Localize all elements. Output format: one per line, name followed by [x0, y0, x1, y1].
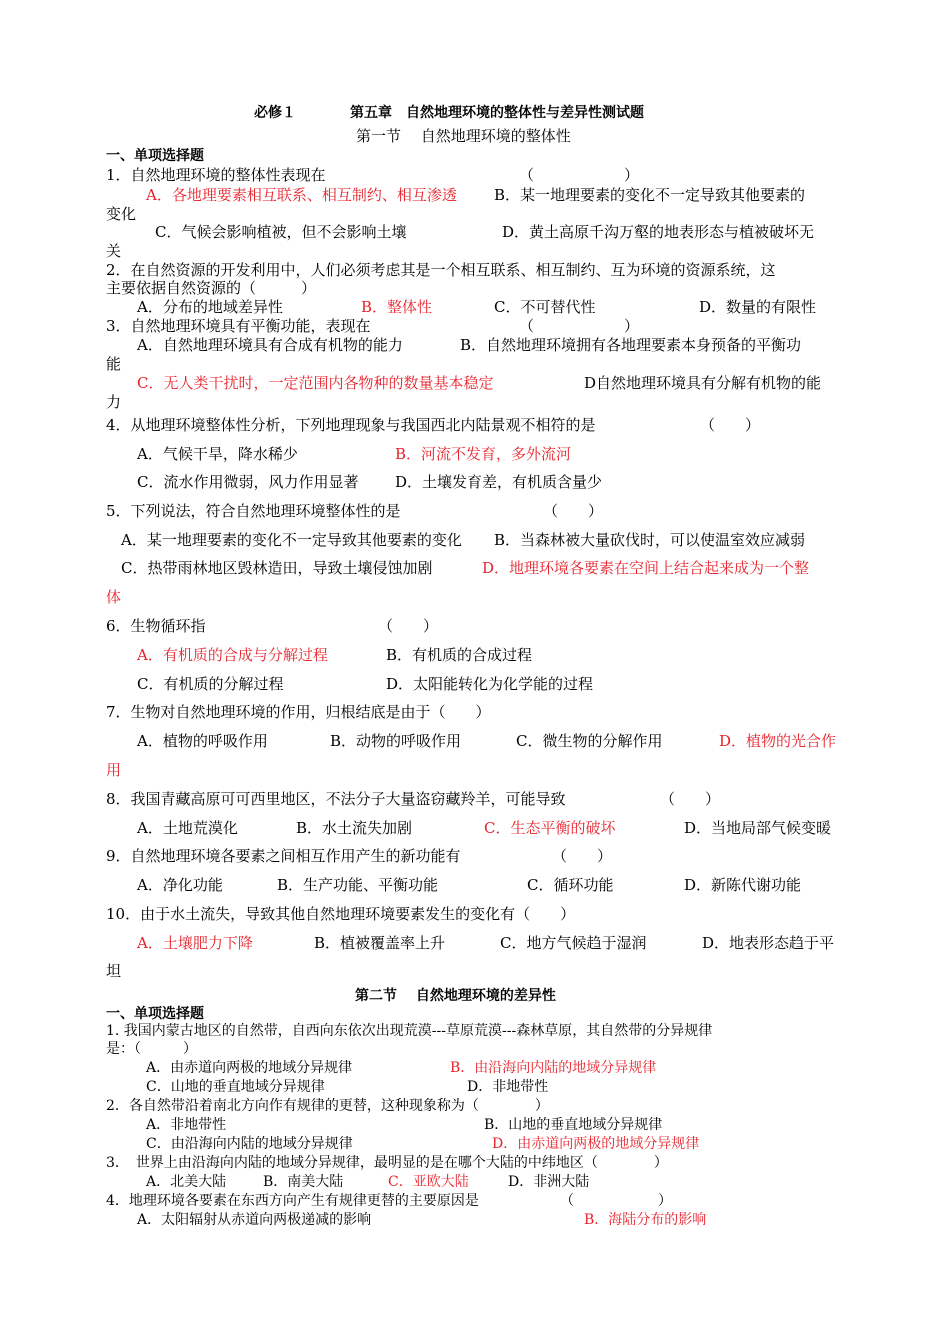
- s2-question-1-option-b: B．由沿海向内陆的地域分异规律: [450, 1060, 657, 1076]
- question-3-option-b: B．自然地理环境拥有各地理要素本身预备的平衡功: [460, 336, 802, 354]
- s2-question-3-stem: 3． 世界上由沿海向内陆的地域分异规律，最明显的是在哪个大陆的中纬地区（ ）: [106, 1155, 668, 1171]
- question-1-option-d: D．黄土高原千沟万壑的地表形态与植被破坏无: [502, 223, 815, 241]
- question-7-option-d-cont: 用: [106, 761, 122, 779]
- section-2-heading: 一、单项选择题: [106, 1006, 204, 1022]
- question-4-stem: 4．从地理环境整体性分析，下列地理现象与我国西北内陆景观不相符的是: [106, 416, 596, 434]
- s2-question-4-option-b: B．海陆分布的影响: [584, 1212, 707, 1228]
- question-5-paren: （ ）: [543, 502, 604, 520]
- question-1-paren: （ ）: [519, 166, 640, 184]
- question-10-option-a: A．土壤肥力下降: [137, 934, 253, 952]
- question-5-option-a: A．某一地理要素的变化不一定导致其他要素的变化: [121, 531, 462, 549]
- question-1-option-d-cont: 关: [106, 242, 122, 260]
- question-2-option-b: B．整体性: [361, 298, 433, 316]
- question-10-option-d-cont: 坦: [106, 962, 122, 980]
- question-8-option-b: B．水土流失加剧: [296, 819, 413, 837]
- question-9-stem: 9．自然地理环境各要素之间相互作用产生的新功能有: [106, 847, 461, 865]
- question-9-option-d: D．新陈代谢功能: [684, 876, 802, 894]
- question-9-option-c: C．循环功能: [527, 876, 614, 894]
- question-3-option-d-cont: 力: [106, 393, 122, 411]
- question-5-option-d-cont: 体: [106, 588, 122, 606]
- question-1-option-b-cont: 变化: [106, 205, 137, 223]
- question-4-paren: （ ）: [700, 416, 761, 434]
- section-1-title: 第一节 自然地理环境的整体性: [356, 127, 571, 145]
- question-5-option-d: D．地理环境各要素在空间上结合起来成为一个整: [482, 559, 810, 577]
- question-10-option-c: C．地方气候趋于湿润: [500, 934, 647, 952]
- question-7-option-b: B．动物的呼吸作用: [330, 732, 462, 750]
- question-10-option-b: B．植被覆盖率上升: [314, 934, 446, 952]
- question-10-option-d: D．地表形态趋于平: [702, 934, 835, 952]
- s2-question-2-option-c: C．由沿海向内陆的地域分异规律: [146, 1136, 353, 1152]
- question-7-stem: 7．生物对自然地理环境的作用，归根结底是由于（ ）: [106, 703, 491, 721]
- question-1-stem: 1．自然地理环境的整体性表现在: [106, 166, 326, 184]
- s2-question-2-stem: 2．各自然带沿着南北方向作有规律的更替，这种现象称为（ ）: [106, 1098, 549, 1114]
- question-3-option-a: A．自然地理环境具有合成有机物的能力: [137, 336, 403, 354]
- section-1-heading: 一、单项选择题: [106, 148, 204, 164]
- question-1-option-a: A．各地理要素相互联系、相互制约、相互渗透: [146, 186, 457, 204]
- question-4-option-d: D．土壤发育差，有机质含量少: [395, 473, 603, 491]
- question-3-paren: （ ）: [519, 317, 640, 335]
- s2-question-2-option-d: D．由赤道向两极的地域分异规律: [492, 1136, 700, 1152]
- s2-question-1-option-c: C．山地的垂直地域分异规律: [146, 1079, 325, 1095]
- question-4-option-a: A．气候干旱，降水稀少: [137, 445, 298, 463]
- s2-question-1-option-d: D．非地带性: [467, 1079, 549, 1095]
- question-5-stem: 5．下列说法，符合自然地理环境整体性的是: [106, 502, 401, 520]
- s2-question-3-option-c: C．亚欧大陆: [388, 1174, 469, 1190]
- question-3-option-b-cont: 能: [106, 355, 122, 373]
- question-7-option-c: C．微生物的分解作用: [516, 732, 663, 750]
- question-8-stem: 8．我国青藏高原可可西里地区，不法分子大量盗窃藏羚羊，可能导致: [106, 790, 566, 808]
- question-8-paren: （ ）: [660, 790, 721, 808]
- s2-question-3-option-b: B．南美大陆: [263, 1174, 344, 1190]
- section-2-title: 第二节 自然地理环境的差异性: [355, 988, 556, 1004]
- question-10-stem: 10．由于水土流失，导致其他自然地理环境要素发生的变化有（ ）: [106, 905, 576, 923]
- s2-question-2-option-a: A．非地带性: [146, 1117, 227, 1133]
- question-1-option-b: B．某一地理要素的变化不一定导致其他要素的: [494, 186, 806, 204]
- question-4-option-c: C．流水作用微弱，风力作用显著: [137, 473, 359, 491]
- s2-question-2-option-b: B．山地的垂直地域分异规律: [484, 1117, 663, 1133]
- question-5-option-c: C．热带雨林地区毁林造田，导致土壤侵蚀加剧: [121, 559, 433, 577]
- question-2-stem: 2．在自然资源的开发利用中，人们必须考虑其是一个相互联系、相互制约、互为环境的资源系统，这: [106, 261, 776, 279]
- question-8-option-d: D．当地局部气候变暖: [684, 819, 832, 837]
- question-6-option-c: C．有机质的分解过程: [137, 675, 284, 693]
- question-6-option-b: B．有机质的合成过程: [386, 646, 533, 664]
- question-2-option-d: D．数量的有限性: [699, 298, 817, 316]
- question-9-paren: （ ）: [552, 847, 613, 865]
- question-7-option-d: D．植物的光合作: [719, 732, 837, 750]
- s2-question-1-stem-cont: 是：（ ）: [106, 1041, 197, 1057]
- question-2-option-c: C．不可替代性: [494, 298, 596, 316]
- page-title: 第五章 自然地理环境的整体性与差异性测试题: [350, 105, 644, 121]
- s2-question-3-option-d: D．非洲大陆: [508, 1174, 590, 1190]
- question-1-option-c: C．气候会影响植被，但不会影响土壤: [155, 223, 407, 241]
- question-8-option-c: C．生态平衡的破坏: [484, 819, 616, 837]
- s2-question-3-option-a: A．北美大陆: [146, 1174, 227, 1190]
- s2-question-1-option-a: A．由赤道向两极的地域分异规律: [146, 1060, 353, 1076]
- s2-question-4-option-a: A．太阳辐射从赤道向两极递减的影响: [137, 1212, 372, 1228]
- question-6-option-a: A．有机质的合成与分解过程: [137, 646, 328, 664]
- question-8-option-a: A．土地荒漠化: [137, 819, 238, 837]
- question-5-option-b: B．当森林被大量砍伐时，可以使温室效应减弱: [494, 531, 806, 549]
- question-2-option-a: A．分布的地域差异性: [137, 298, 283, 316]
- s2-question-4-paren: （ ）: [560, 1193, 672, 1209]
- s2-question-4-stem: 4．地理环境各要素在东西方向产生有规律更替的主要原因是: [106, 1193, 479, 1209]
- question-6-stem: 6．生物循环指: [106, 617, 206, 635]
- question-4-option-b: B．河流不发育，多外流河: [395, 445, 572, 463]
- title-prefix: 必修１: [254, 105, 296, 121]
- question-9-option-b: B．生产功能、平衡功能: [277, 876, 439, 894]
- question-3-option-d: D自然地理环境具有分解有机物的能: [584, 374, 822, 392]
- question-3-option-c: C．无人类干扰时，一定范围内各物种的数量基本稳定: [137, 374, 494, 392]
- question-3-stem: 3．自然地理环境具有平衡功能，表现在: [106, 317, 371, 335]
- question-6-option-d: D．太阳能转化为化学能的过程: [386, 675, 594, 693]
- question-9-option-a: A．净化功能: [137, 876, 223, 894]
- question-7-option-a: A．植物的呼吸作用: [137, 732, 268, 750]
- s2-question-1-stem: 1. 我国内蒙古地区的自然带，自西向东依次出现荒漠---草原荒漠---森林草原，其自然带的分异规律: [106, 1023, 713, 1039]
- question-6-paren: （ ）: [378, 617, 439, 635]
- question-2-stem-cont: 主要依据自然资源的（ ）: [106, 279, 317, 297]
